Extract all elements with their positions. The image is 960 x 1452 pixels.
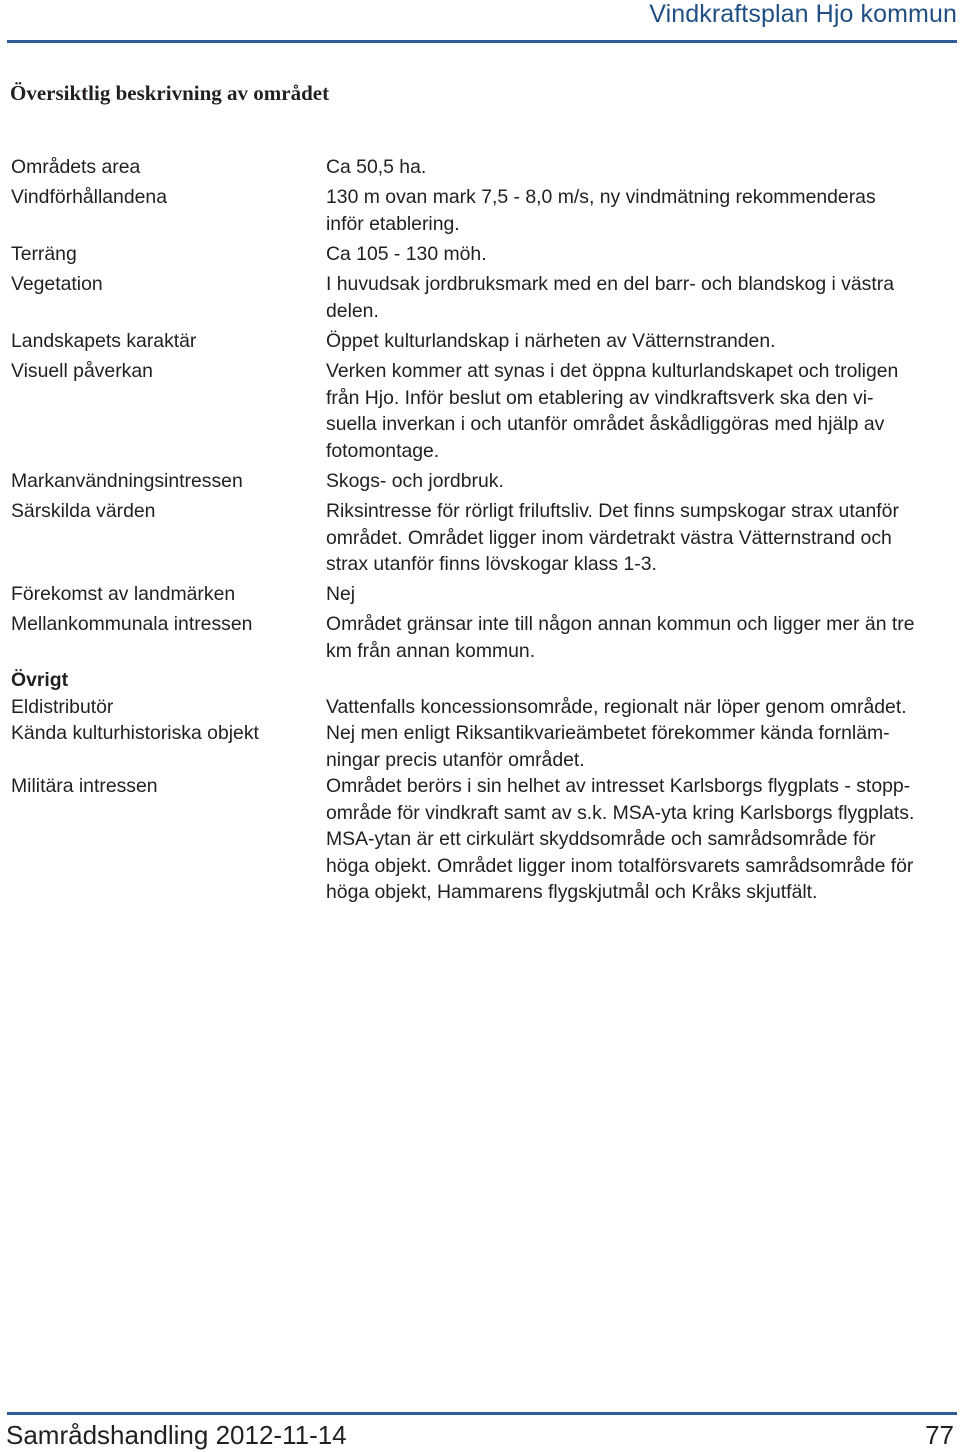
row-value-line: Området berörs i sin helhet av intresset Karlsborgs flygplats - stopp- xyxy=(326,775,911,797)
row-value-line: höga objekt, Hammarens flygskjutmål och Kråks skjutfält. xyxy=(326,881,818,903)
row-value xyxy=(326,720,951,773)
row-value xyxy=(326,184,951,237)
row-value-line: Ca 50,5 ha. xyxy=(326,156,427,178)
row-value-line: höga objekt. Området ligger inom totalförsvarets samrådsområde för xyxy=(326,854,914,877)
row-value-line: Vattenfalls koncessionsområde, regionalt när löper genom området. xyxy=(326,696,907,718)
row-value xyxy=(326,498,951,578)
document-status: Samrådshandling 2012-11-14 xyxy=(6,1420,347,1450)
row-value xyxy=(326,241,951,268)
page-number: 77 xyxy=(925,1420,954,1450)
row-value-line: Ca 105 - 130 möh. xyxy=(326,243,487,265)
header-divider xyxy=(7,40,957,43)
row-value-line: suella inverkan i och utanför området åskådliggöras med hjälp av xyxy=(326,413,885,435)
row-value-line: Nej xyxy=(326,583,356,605)
row-value-line: från Hjo. Inför beslut om etablering av vindkraftsverk ska den vi- xyxy=(326,386,874,409)
row-value-line: fotomontage. xyxy=(326,439,440,462)
row-label: Områdets area xyxy=(11,156,141,178)
row-label: Terräng xyxy=(11,243,77,265)
row-value xyxy=(326,468,951,495)
row-label: Förekomst av landmärken xyxy=(11,583,236,605)
row-label: Mellankommunala intressen xyxy=(11,613,253,635)
row-value-line: Riksintresse för rörligt friluftsliv. Det finns sumpskogar strax utanför xyxy=(326,500,899,522)
footer-divider xyxy=(7,1412,957,1415)
row-value-line: Området gränsar inte till någon annan kommun och ligger mer än tre xyxy=(326,613,915,635)
row-value-line: 130 m ovan mark 7,5 - 8,0 m/s, ny vindmätning rekommenderas xyxy=(326,186,876,208)
row-value xyxy=(326,611,951,664)
row-value-line: strax utanför finns lövskogar klass 1-3. xyxy=(326,553,657,575)
row-value-line: Öppet kulturlandskap i närheten av Vätternstranden. xyxy=(326,330,776,352)
row-label: Vindförhållandena xyxy=(11,186,167,208)
row-value xyxy=(326,581,951,608)
row-value-line: km från annan kommun. xyxy=(326,639,536,662)
row-value xyxy=(326,773,951,906)
row-value-line: området. Området ligger inom värdetrakt västra Vätternstrand och xyxy=(326,526,892,549)
row-label: Eldistributör xyxy=(11,696,114,718)
document-title: Vindkraftsplan Hjo kommun xyxy=(649,0,957,28)
row-value xyxy=(326,154,951,181)
row-value-line: MSA-ytan är ett cirkulärt skyddsområde och samrådsområde för xyxy=(326,828,876,850)
row-label: Särskilda värden xyxy=(11,500,156,522)
row-label: Militära intressen xyxy=(11,775,158,797)
row-value xyxy=(326,328,951,355)
row-value-line: I huvudsak jordbruksmark med en del barr- och blandskog i västra xyxy=(326,273,894,295)
row-value-line: inför etablering. xyxy=(326,212,460,235)
row-label: Markanvändningsintressen xyxy=(11,470,243,492)
row-label: Vegetation xyxy=(11,273,103,295)
row-value-line: Nej men enligt Riksantikvarieämbetet förekommer kända fornläm- xyxy=(326,722,890,744)
row-label: Landskapets karaktär xyxy=(11,330,197,352)
row-label: Kända kulturhistoriska objekt xyxy=(11,722,259,744)
section-heading: Översiktlig beskrivning av området xyxy=(10,81,330,105)
row-value-line: ningar precis utanför området. xyxy=(326,748,585,771)
row-value-line: delen. xyxy=(326,299,379,322)
row-label: Visuell påverkan xyxy=(11,360,153,382)
row-value xyxy=(326,358,951,464)
subsection-heading: Övrigt xyxy=(11,669,69,691)
row-value-line: Skogs- och jordbruk. xyxy=(326,470,504,492)
row-value xyxy=(326,271,951,324)
row-value-line: Verken kommer att synas i det öppna kulturlandskapet och troligen xyxy=(326,360,899,382)
row-value xyxy=(326,694,951,721)
row-value-line: område för vindkraft samt av s.k. MSA-yta kring Karlsborgs flygplats. xyxy=(326,801,915,824)
